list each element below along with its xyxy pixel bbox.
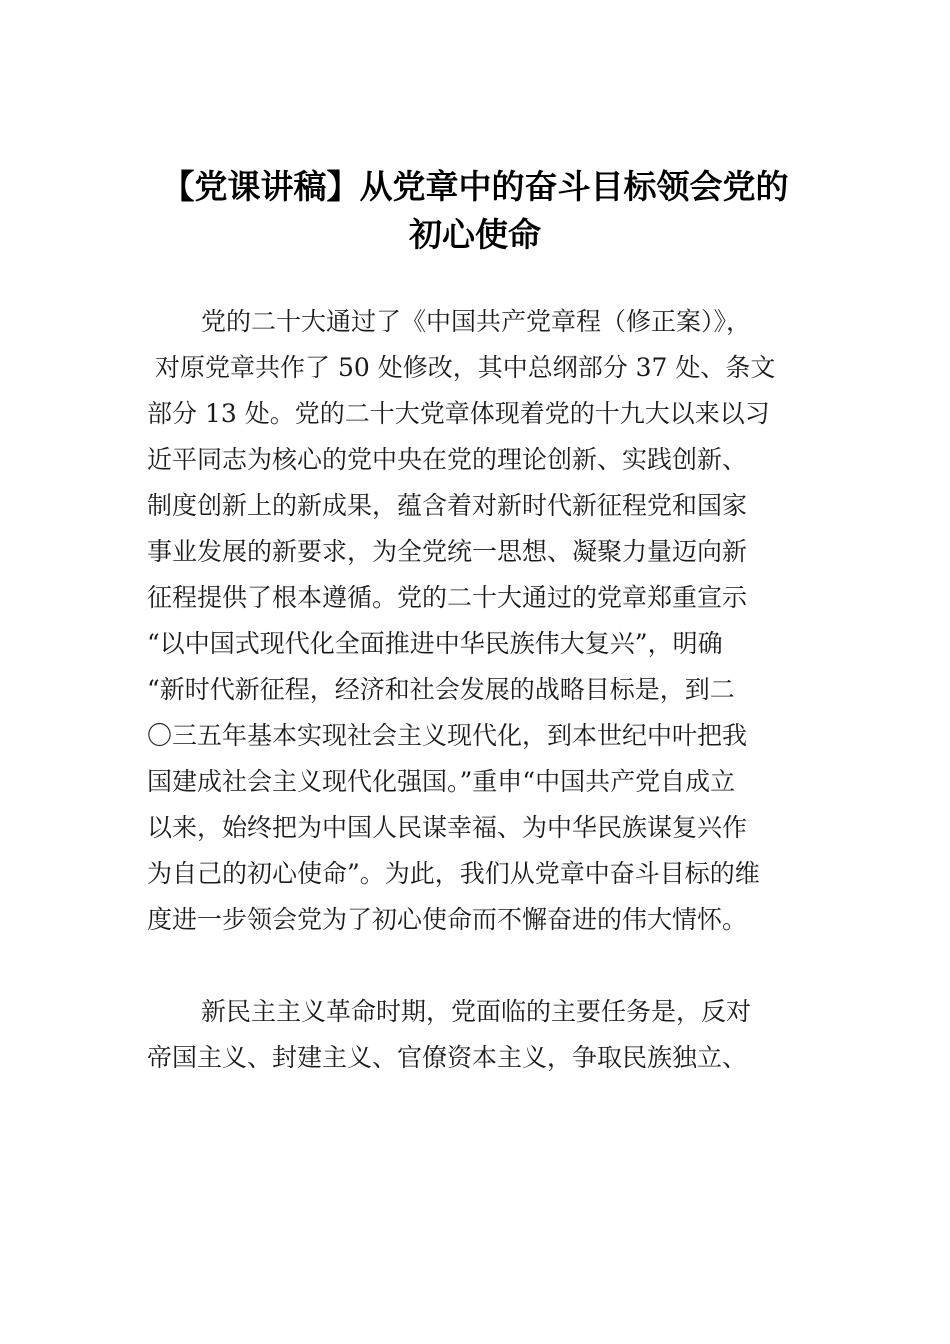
paragraph-line: 近平同志为核心的党中央在党的理论创新、实践创新、 [147, 445, 748, 474]
paragraph-line: 对原党章共作了 50 处修改，其中总纲部分 37 处、条文 [155, 353, 776, 382]
paragraph-line: 新民主主义革命时期，党面临的主要任务是，反对 [201, 997, 752, 1026]
paragraph-line: 为自己的初心使命”。为此，我们从党章中奋斗目标的维 [147, 859, 760, 888]
paragraph-line: “新时代新征程，经济和社会发展的战略目标是，到二 [147, 675, 735, 704]
paragraph-line: 度进一步领会党为了初心使命而不懈奋进的伟大情怀。 [147, 905, 748, 934]
paragraph-line: 帝国主义、封建主义、官僚资本主义，争取民族独立、 [147, 1043, 748, 1072]
document-title-line-2: 初心使命 [409, 215, 541, 254]
paragraph-line: 以来，始终把为中国人民谋幸福、为中华民族谋复兴作 [147, 813, 748, 842]
document-title-line-1: 【党课讲稿】从党章中的奋斗目标领会党的 [161, 167, 789, 206]
paragraph-line: 事业发展的新要求，为全党统一思想、凝聚力量迈向新 [147, 537, 748, 566]
paragraph-line: 部分 13 处。党的二十大党章体现着党的十九大以来以习 [147, 399, 770, 428]
paragraph-line: 〇三五年基本实现社会主义现代化，到本世纪中叶把我 [147, 721, 748, 750]
paragraph-line: 党的二十大通过了《中国共产党章程（修正案）》， [201, 307, 752, 336]
paragraph-line: 征程提供了根本遵循。党的二十大通过的党章郑重宣示 [147, 583, 748, 612]
paragraph-line: 国建成社会主义现代化强国。”重申“中国共产党自成立 [147, 767, 736, 796]
paragraph-line: 制度创新上的新成果，蕴含着对新时代新征程党和国家 [147, 491, 748, 520]
paragraph-line: “以中国式现代化全面推进中华民族伟大复兴”，明确 [147, 629, 723, 658]
